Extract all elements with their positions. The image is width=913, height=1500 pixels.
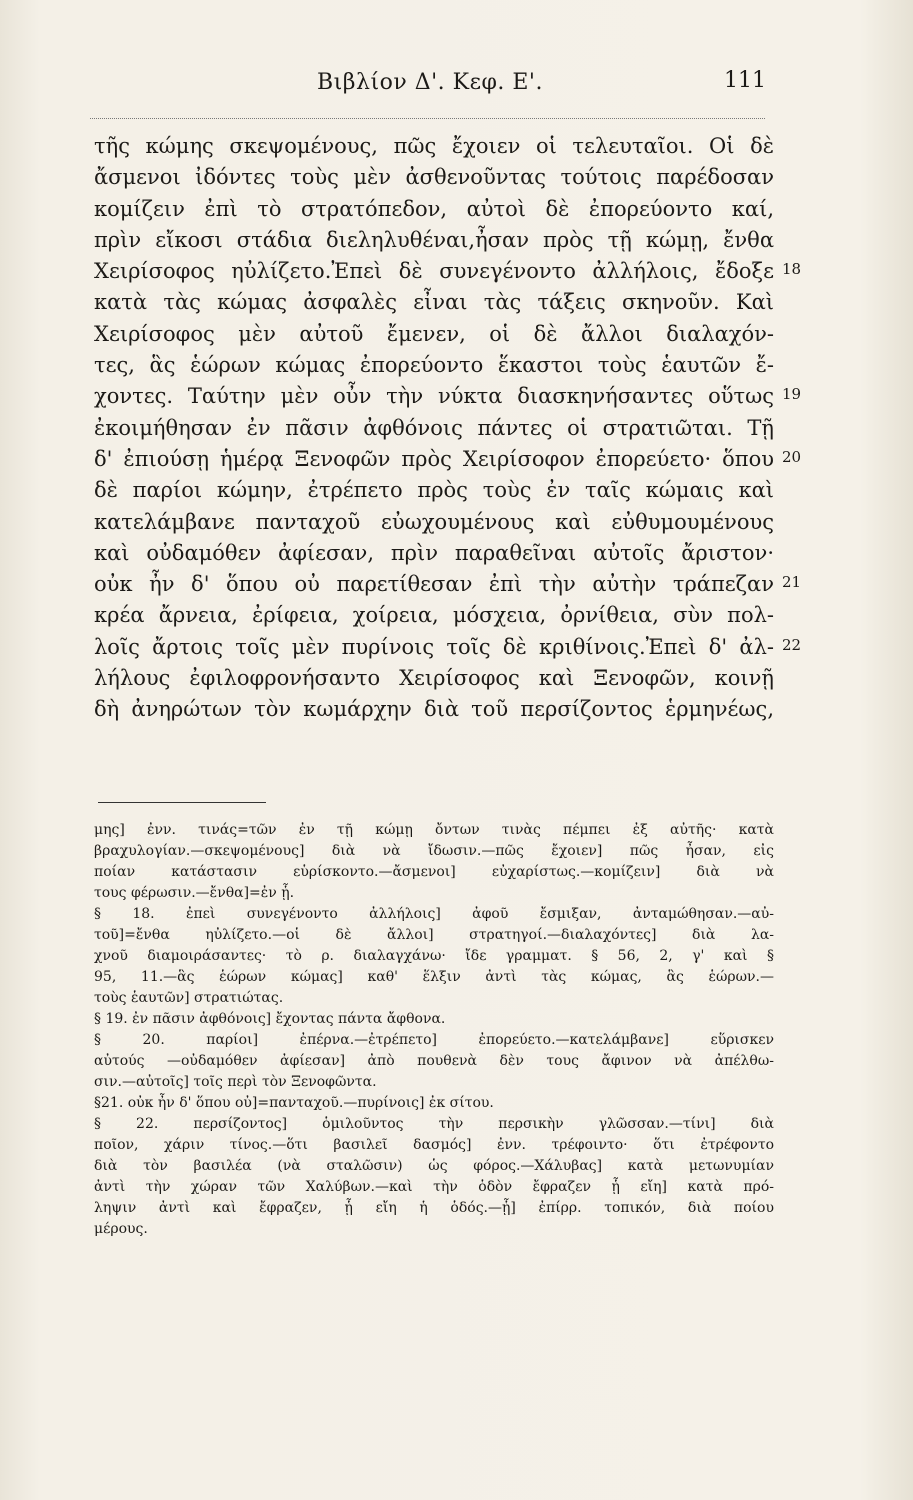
line-text: ἄσμενοι ἰδόντες τοὺς μὲν ἀσθενοῦντας τούτοις παρέδοσαν (94, 165, 774, 190)
line-text: Χειρίσοφος μὲν αὐτοῦ ἔμενεν, οἱ δὲ ἄλλοι διαλαχόν- (94, 321, 774, 346)
footnote-line: 95, 11.—ἃς ἑώρων κώμας] καθ' ἕλξιν ἀντὶ τὰς κώμας, ἃς ἑώρων.— (94, 969, 774, 985)
text-line (94, 162, 774, 193)
text-line (94, 256, 802, 287)
footnote-line: μης] ἐνν. τινάς=τῶν ἐν τῇ κώμῃ ὄντων τινὰς πέμπει ἐξ αὐτῆς· κατὰ (94, 822, 774, 838)
line-text: κατὰ τὰς κώμας ἀσφαλὲς εἶναι τὰς τάξεις σκηνοῦν. Καὶ (94, 290, 774, 315)
footnotes (94, 820, 774, 1240)
footnote-rule (98, 802, 266, 803)
text-line (94, 225, 774, 256)
footnote-line: §21. οὐκ ἦν δ' ὅπου οὐ]=πανταχοῦ.—πυρίνοις] ἐκ σίτου. (94, 1095, 494, 1111)
text-line (94, 194, 774, 225)
section-number: 20 (782, 447, 802, 466)
text-line (94, 319, 774, 350)
line-text: ἐκοιμήθησαν ἐν πᾶσιν ἀφθόνοις πάντες οἱ στρατιῶται. Τῇ (94, 415, 774, 440)
main-text (94, 131, 802, 726)
line-text: πρὶν εἴκοσι στάδια διεληλυθέναι,ἦσαν πρὸς τῇ κώμῃ, ἔνθα (94, 227, 774, 252)
footnote-line: τους φέρωσιν.—ἔνθα]=ἐν ᾗ. (94, 885, 295, 901)
header-rule (90, 118, 765, 119)
text-line (94, 507, 774, 538)
text-line (94, 381, 802, 412)
footnote-line: § 18. ἐπεὶ συνεγένοντο ἀλλήλοις] ἀφοῦ ἔσμιξαν, ἀνταμώθησαν.—αὐ- (94, 906, 774, 922)
footnote-line: ληψιν ἀντὶ καὶ ἔφραζεν, ᾗ εἴη ἡ ὁδός.—ᾗ] ἐπίρρ. τοπικόν, διὰ ποίου (94, 1200, 774, 1216)
text-line (94, 632, 802, 663)
line-text: δὲ παρίοι κώμην, ἐτρέπετο πρὸς τοὺς ἐν ταῖς κώμαις καὶ (94, 478, 774, 503)
line-text: λήλους ἐφιλοφρονήσαντο Χειρίσοφος καὶ Ξενοφῶν, κοινῇ (94, 666, 774, 691)
text-line (94, 475, 774, 506)
footnote-line: § 22. περσίζοντος] ὁμιλοῦντος τὴν περσικὴν γλῶσσαν.—τίνι] διὰ (94, 1116, 774, 1132)
section-number: 21 (782, 573, 802, 592)
footnote-line: χνοῦ διαμοιράσαντες· τὸ ρ. διαλαγχάνω· ἴδε γραμματ. § 56, 2, γ' καὶ § (94, 948, 774, 964)
line-text: λοῖς ἄρτοις τοῖς μὲν πυρίνοις τοῖς δὲ κριθίνοις.Ἐπεὶ δ' ἀλ- (94, 634, 774, 659)
line-text: τες, ἃς ἑώρων κώμας ἐπορεύοντο ἕκαστοι τοὺς ἑαυτῶν ἔ- (94, 353, 774, 378)
line-text: δὴ ἀνηρώτων τὸν κωμάρχην διὰ τοῦ περσίζοντος ἑρμηνέως, (94, 697, 774, 722)
footnote-line: διὰ τὸν βασιλέα (νὰ σταλῶσιν) ὡς φόρος.—Χάλυβας] κατὰ μετωνυμίαν (94, 1158, 774, 1174)
line-text: οὐκ ἦν δ' ὅπου οὐ παρετίθεσαν ἐπὶ τὴν αὐτὴν τράπεζαν (94, 572, 774, 597)
footnote-line: τοῦ]=ἔνθα ηὐλίζετο.—οἱ δὲ ἄλλοι] στρατηγοί.—διαλαχόντες] διὰ λα- (94, 927, 774, 943)
section-number: 19 (782, 385, 802, 404)
line-text: Χειρίσοφος ηὐλίζετο.Ἐπεὶ δὲ συνεγένοντο ἀλλήλοις, ἔδοξε (94, 259, 774, 284)
footnote-line: § 20. παρίοι] ἐπέρνα.—ἐτρέπετο] ἐπορεύετο.—κατελάμβανε] εὕρισκεν (94, 1032, 774, 1048)
footnote-line: τοὺς ἑαυτῶν] στρατιώτας. (94, 990, 284, 1006)
text-line (94, 350, 774, 381)
text-line (94, 287, 774, 318)
text-line (94, 663, 774, 694)
line-text: κατελάμβανε πανταχοῦ εὐωχουμένους καὶ εὐθυμουμένους (94, 509, 774, 534)
line-text: καὶ οὐδαμόθεν ἀφίεσαν, πρὶν παραθεῖναι αὐτοῖς ἄριστον· (94, 540, 774, 565)
footnote-line: μέρους. (94, 1221, 148, 1237)
section-number: 18 (782, 260, 802, 279)
page-number: 111 (724, 68, 766, 93)
text-line (94, 444, 802, 475)
text-line (94, 600, 774, 631)
footnote-line: ποίαν κατάστασιν εὑρίσκοντο.—ἄσμενοι] εὐχαρίστως.—κομίζειν] διὰ νὰ (94, 864, 774, 880)
footnote-line: βραχυλογίαν.—σκεψομένους] διὰ νὰ ἴδωσιν.—πῶς ἔχοιεν] πῶς ἦσαν, εἰς (94, 843, 774, 859)
line-text: κομίζειν ἐπὶ τὸ στρατόπεδον, αὐτοὶ δὲ ἐπορεύοντο καί, (94, 196, 774, 221)
footnote-line: ποῖον, χάριν τίνος.—ὅτι βασιλεῖ δασμός] ἐνν. τρέφοιντο· ὅτι ἐτρέφοντο (94, 1137, 774, 1153)
line-text: δ' ἐπιούσῃ ἡμέρᾳ Ξενοφῶν πρὸς Χειρίσοφον ἐπορεύετο· ὅπου (94, 446, 774, 471)
line-text: τῆς κώμης σκεψομένους, πῶς ἔχοιεν οἱ τελευταῖοι. Οἱ δὲ (94, 134, 774, 158)
running-head: Βιβλίον Δ'. Κεφ. Ε'. (317, 70, 543, 95)
text-line (94, 694, 774, 725)
page-header (90, 66, 770, 102)
footnote-line: § 19. ἐν πᾶσιν ἀφθόνοις] ἔχοντας πάντα ἄφθονα. (94, 1011, 446, 1027)
line-text: χοντες. Ταύτην μὲν οὖν τὴν νύκτα διασκηνήσαντες οὕτως (94, 384, 774, 409)
text-line (94, 569, 802, 600)
footnote-line: ἀντὶ τὴν χώραν τῶν Χαλύβων.—καὶ τὴν ὁδὸν ἔφραζεν ᾗ εἴη] κατὰ πρό- (94, 1179, 774, 1195)
text-line (94, 413, 774, 444)
text-line (94, 131, 774, 162)
section-number: 22 (782, 635, 802, 654)
footnote-line: σιν.—αὐτοῖς] τοῖς περὶ τὸν Ξενοφῶντα. (94, 1074, 377, 1090)
text-line (94, 538, 774, 569)
line-text: κρέα ἄρνεια, ἐρίφεια, χοίρεια, μόσχεια, ὀρνίθεια, σὺν πολ- (94, 603, 774, 628)
footnote-line: αὐτούς —οὐδαμόθεν ἀφίεσαν] ἀπὸ πουθενὰ δὲν τους ἄφινον νὰ ἀπέλθω- (94, 1053, 774, 1069)
